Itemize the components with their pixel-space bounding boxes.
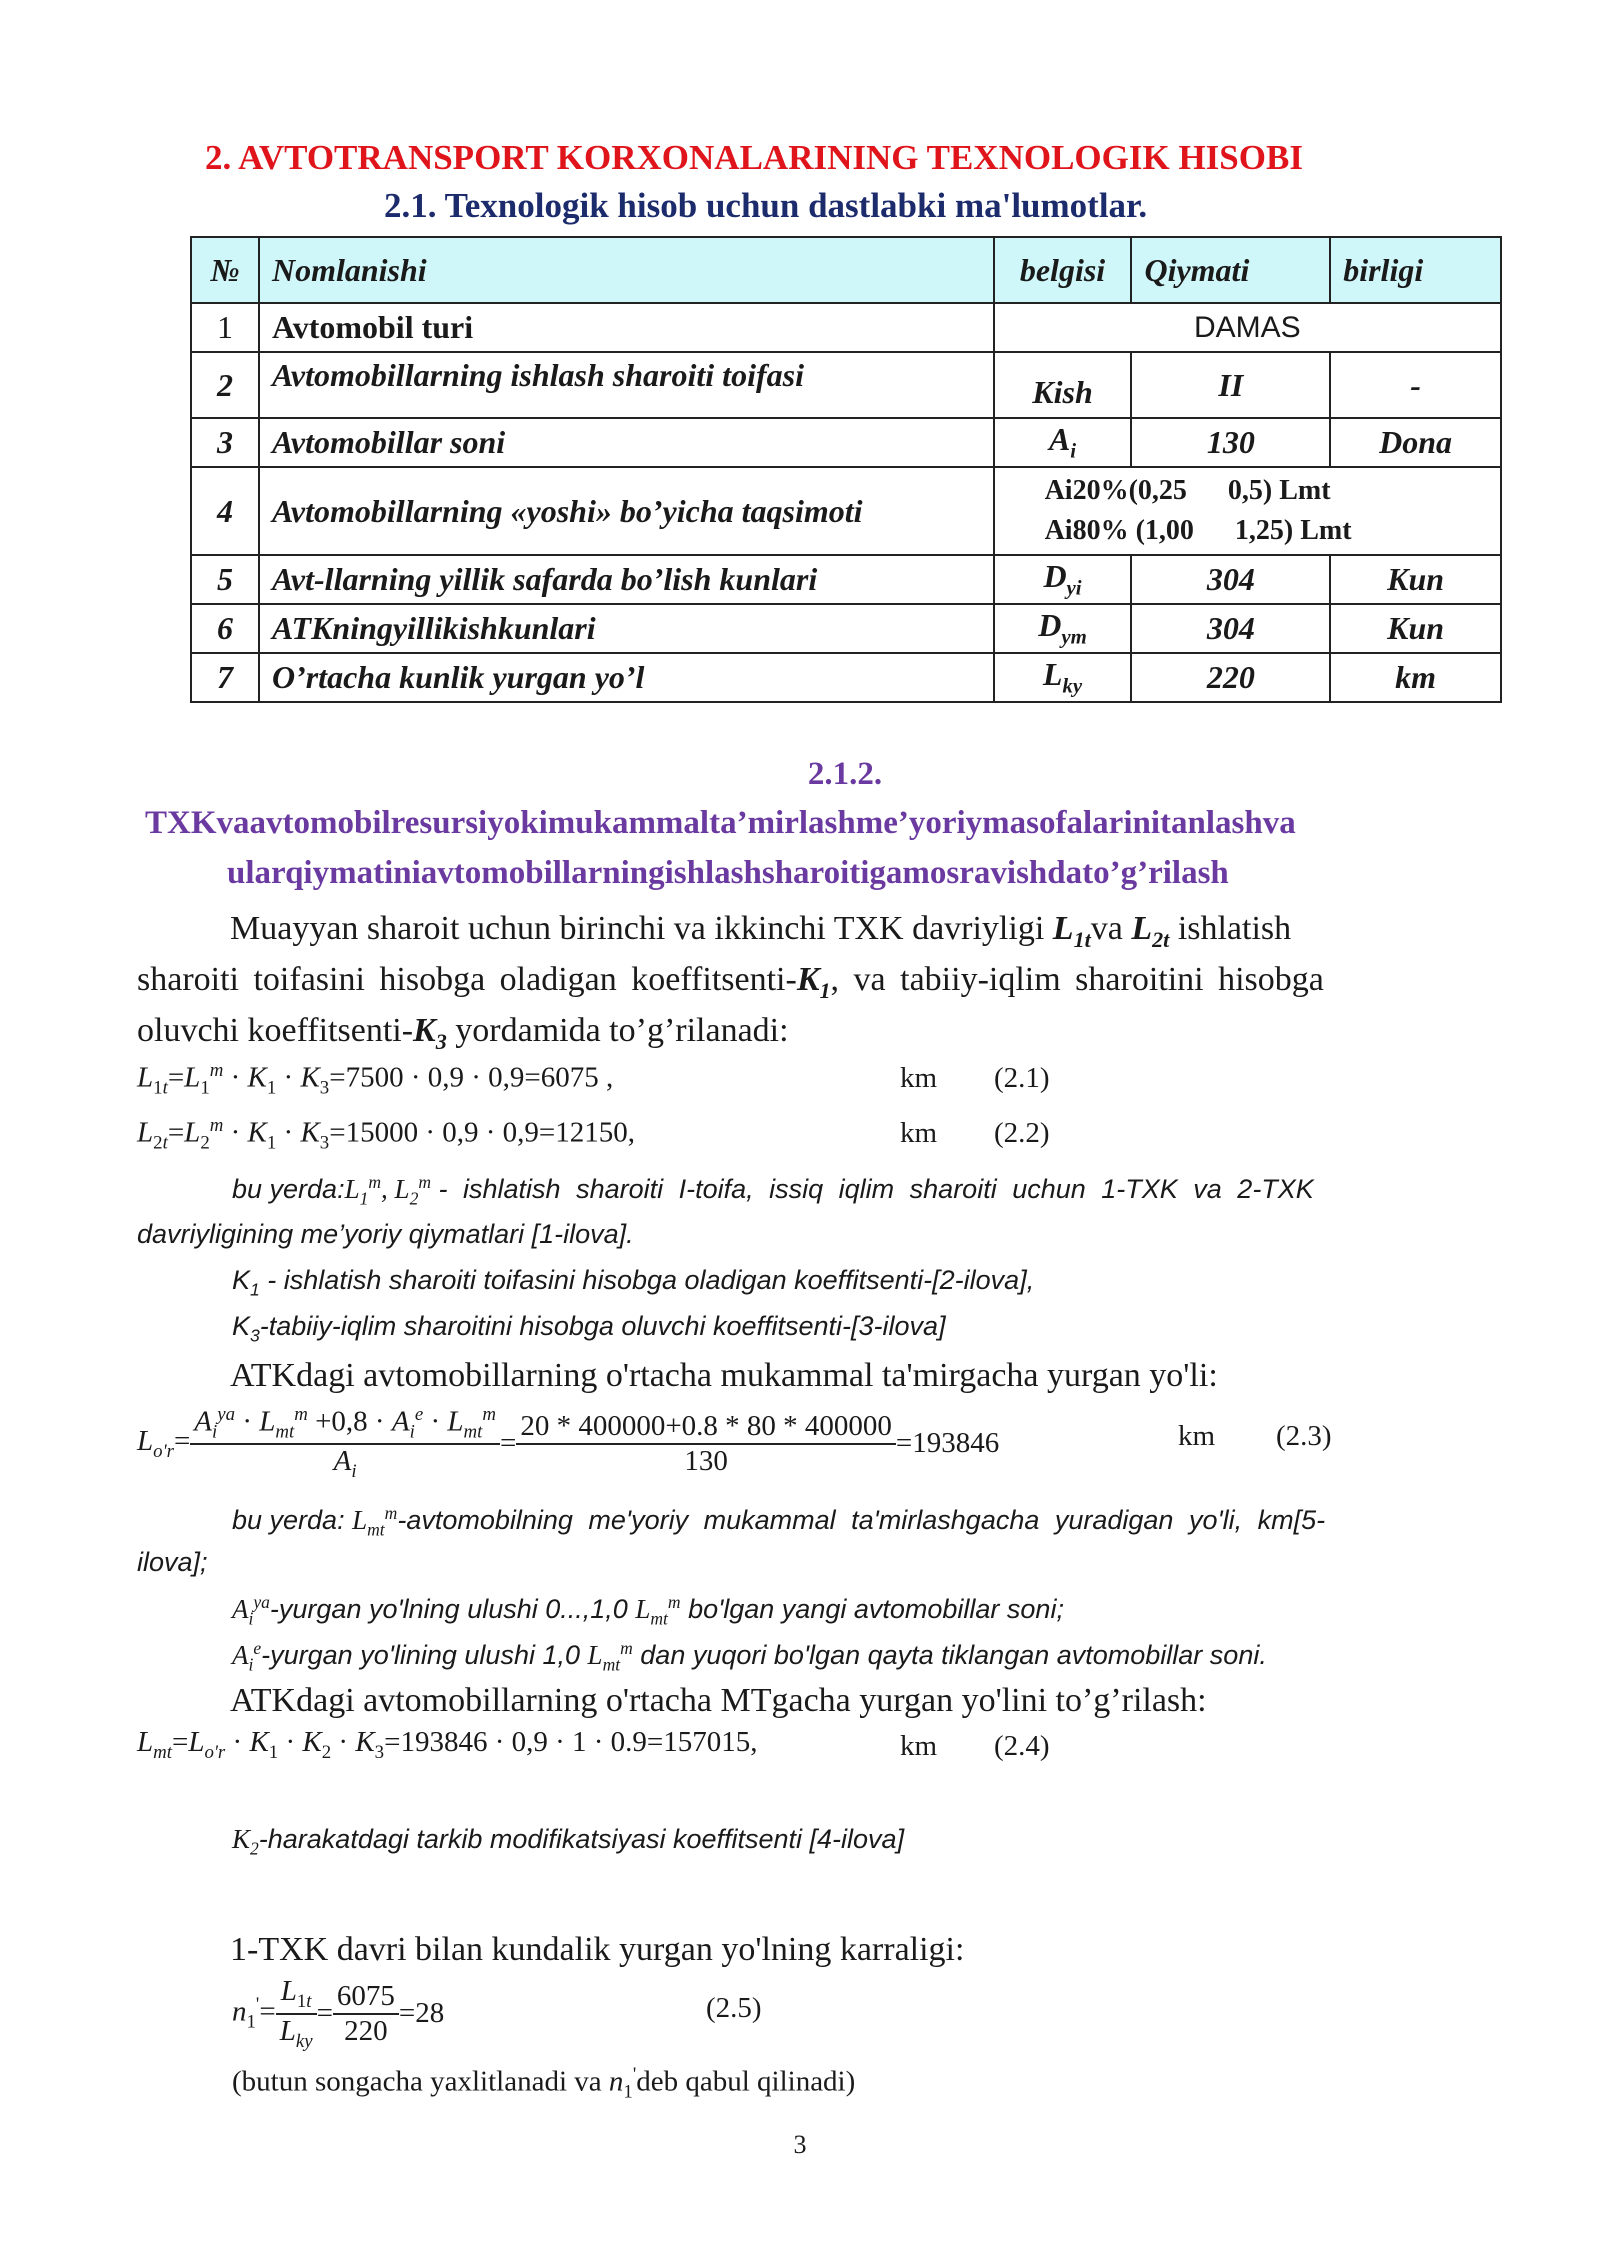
col-header-name: Nomlanishi [259, 237, 994, 303]
row-unit: Kun [1330, 555, 1501, 604]
row-unit: km [1330, 653, 1501, 702]
formula-2-1: $L_{1t}=L_1^m \cdot K_1 \cdot K_3=7500 \cdot 0,9 \cdot 0,9=6075$ , [137, 1060, 614, 1099]
row-name: Avtomobillarning ishlash sharoiti toifasi [259, 352, 994, 418]
paragraph-line-2: sharoiti toifasini hisobga oladigan koeffitsenti-$K_1$, va tabiiy-iqlim sharoitini hisobga [137, 961, 1324, 1003]
formula-2-1-unit: km [900, 1062, 938, 1094]
table-row [191, 418, 1501, 467]
formula-2-3-unit: km [1178, 1420, 1216, 1452]
note-restored-cars: $A_i^e$-yurgan yo'lining ulushi 1,0 $L_{mt}^m$ dan yuqori bo'lgan qayta tiklangan avtomobillar soni. [232, 1638, 1267, 1675]
table-row [191, 467, 1501, 555]
row-value: 304 [1131, 555, 1330, 604]
formula-2-3-symbolic-fraction: $\frac{A_i^{ya} \cdot L_{mt}^m +0,8 \cdot A_i^e \cdot L_{mt}^m}{A_i}$ [190, 1404, 500, 1483]
row-symbol: Kish [994, 352, 1132, 418]
row-value: II [1131, 352, 1330, 418]
col-header-number: № [191, 237, 259, 303]
row-number: 5 [191, 555, 259, 604]
row-symbol: $D_{ym}$ [994, 604, 1132, 653]
row-symbol: $A_i$ [994, 418, 1132, 467]
age-range-end: 0,5) Lmt [1227, 475, 1331, 506]
note-k3: $K_3-tabiiy$-iqlim sharoitini hisobga oluvchi koeffitsenti-[3-ilova] [232, 1311, 946, 1346]
row-value: 130 [1131, 418, 1330, 467]
row-name: ATKningyillikishkunlari [259, 604, 994, 653]
row-unit: Dona [1330, 418, 1501, 467]
rounding-note: (butun songacha yaxlitlanadi va $n_1'deb$ qabul qilinadi) [232, 2064, 856, 2103]
age-range-start: (0,25 [1128, 475, 1187, 506]
row-number: 2 [191, 352, 259, 418]
age-share-label: Ai20% [1044, 475, 1129, 506]
table-row [191, 653, 1501, 702]
table-row [191, 352, 1501, 418]
formula-2-5-numeric-fraction: $\frac{6075}{220}$ [333, 1980, 399, 2048]
subsection-title: 2.1. Texnologik hisob uchun dastlabki ma'lumotlar. [384, 186, 1148, 225]
formula-2-1-number: (2.1) [994, 1062, 1050, 1094]
age-range-start: (1,00 [1135, 515, 1194, 546]
table-row [191, 604, 1501, 653]
paragraph-line-1: Muayyan sharoit uchun birinchi va ikkinchi TXK davriyligi $L_{1t}va$ $L_{2t}$ ishlatish [230, 910, 1292, 952]
formula-2-5-symbolic-fraction: $\frac{L_{1t}}{L_{ky}}$ [276, 1975, 317, 2053]
formula-2-2: $L_{2t}=L_2^m \cdot K_1 \cdot K_3=15000 \cdot 0,9 \cdot 0,9=12150$, [137, 1115, 635, 1154]
row-symbol: $L_{ky}$ [994, 653, 1132, 702]
formula-2-4-unit: km [900, 1730, 938, 1762]
table-header-row [191, 237, 1501, 303]
atk-mileage-text: ATKdagi avtomobillarning o'rtacha mukammal ta'mirgacha yurgan yo'li: [230, 1357, 1218, 1394]
age-line-1 [1045, 471, 1488, 511]
row-symbol: $D_{yi}$ [994, 555, 1132, 604]
row-unit: Kun [1330, 604, 1501, 653]
formula-2-4: $L_{mt}=L_{o'r} \cdot K_1 \cdot K_2 \cdot K_3=193846 \cdot 0,9 \cdot 1 \cdot 0.9=157015$, [137, 1726, 758, 1763]
row-name: Avt-llarning yillik safarda bo’lish kunlari [259, 555, 994, 604]
col-header-unit: birligi [1330, 237, 1501, 303]
section-number: 2.1.2. [807, 756, 883, 792]
row-name: Avtomobil turi [259, 303, 994, 352]
table-row [191, 555, 1501, 604]
row-number: 1 [191, 303, 259, 352]
formula-2-3-number: (2.3) [1276, 1420, 1332, 1452]
col-header-symbol: belgisi [994, 237, 1132, 303]
row-age-distribution [994, 467, 1501, 555]
formula-2-4-number: (2.4) [994, 1730, 1050, 1762]
row-name: O’rtacha kunlik yurgan yo’l [259, 653, 994, 702]
note-lmt: bu yerda: $L_{mt}^m$-avtomobilning me'yoriy mukammal ta'mirlashgacha yuradigan yo'li, km[5- [232, 1503, 1326, 1540]
section-title-line-2: ularqiymatiniavtomobillarningishlashsharoitigamosravishdato’g’rilash [227, 855, 1229, 891]
row-number: 3 [191, 418, 259, 467]
note-norm-values-line-2: davriyligining me’yoriy qiymatlari [1-ilova]. [137, 1219, 634, 1249]
formula-2-2-unit: km [900, 1117, 938, 1149]
note-lmt-line-2: ilova]; [137, 1547, 208, 1577]
age-range-end: 1,25) Lmt [1234, 515, 1352, 546]
note-k1: $K_1$ - ishlatish sharoiti toifasini hisobga oladigan koeffitsenti-[2-ilova], [232, 1265, 1035, 1300]
row-value: 304 [1131, 604, 1330, 653]
row-unit: - [1330, 352, 1501, 418]
formula-2-5-number: (2.5) [706, 1992, 762, 2024]
row-merged-value: DAMAS [994, 303, 1501, 352]
row-number: 7 [191, 653, 259, 702]
row-value: 220 [1131, 653, 1330, 702]
age-share-label: Ai80% [1044, 515, 1129, 546]
note-norm-values: bu $yerda:L_1^m$, $L_2^m$ - ishlatish sharoiti I-toifa, issiq iqlim sharoiti uchun 1-TXK va 2-TXK [232, 1172, 1314, 1209]
formula-2-5: $n_1'=$ $\frac{L_{1t}}{L_{ky}}$ = $\frac{6075}{220}$ =28 [232, 1975, 445, 2052]
row-number: 6 [191, 604, 259, 653]
note-new-cars: $A_i^{ya}$-yurgan yo'lning ulushi 0...,1,0 $L_{mt}^m$ bo'lgan yangi avtomobillar soni; [232, 1592, 1064, 1629]
formula-2-3: $L_{o'r}=$ $\frac{A_i^{ya} \cdot L_{mt}^m +0,8 \cdot A_i^e \cdot L_{mt}^m}{A_i}$ = $\frac{20 * 400000+0.8 * 80 * 400000}{130}$ =193846 [137, 1404, 1000, 1483]
paragraph-line-3: oluvchi koeffitsenti-$K_3$ yordamida to’g’rilanadi: [137, 1012, 789, 1054]
col-header-value: Qiymati [1131, 237, 1330, 303]
page-number: 3 [793, 2130, 807, 2159]
section-title: 2. AVTOTRANSPORT KORXONALARINING TEXNOLOGIK HISOBI [205, 138, 1303, 177]
formula-2-2-number: (2.2) [994, 1117, 1050, 1149]
multiplicity-text: 1-TXK davri bilan kundalik yurgan yo'lning karraligi: [230, 1931, 965, 1968]
formula-2-3-numeric-fraction: $\frac{20 * 400000+0.8 * 80 * 400000}{130}$ [516, 1410, 896, 1478]
input-data-table [190, 236, 1502, 703]
atk-mt-text: ATKdagi avtomobillarning o'rtacha MTgacha yurgan yo'lini to’g’rilash: [230, 1682, 1207, 1719]
note-k2: $K_2$-harakatdagi tarkib modifikatsiyasi koeffitsenti [4-ilova] [232, 1824, 905, 1859]
table-row [191, 303, 1501, 352]
row-name: Avtomobillarning «yoshi» bo’yicha taqsimoti [259, 467, 994, 555]
age-line-2 [1045, 511, 1488, 551]
row-number: 4 [191, 467, 259, 555]
section-title-line-1: TXKvaavtomobilresursiyokimukammalta’mirlashme’yoriymasofalarinitanlashva [145, 805, 1296, 841]
row-name: Avtomobillar soni [259, 418, 994, 467]
